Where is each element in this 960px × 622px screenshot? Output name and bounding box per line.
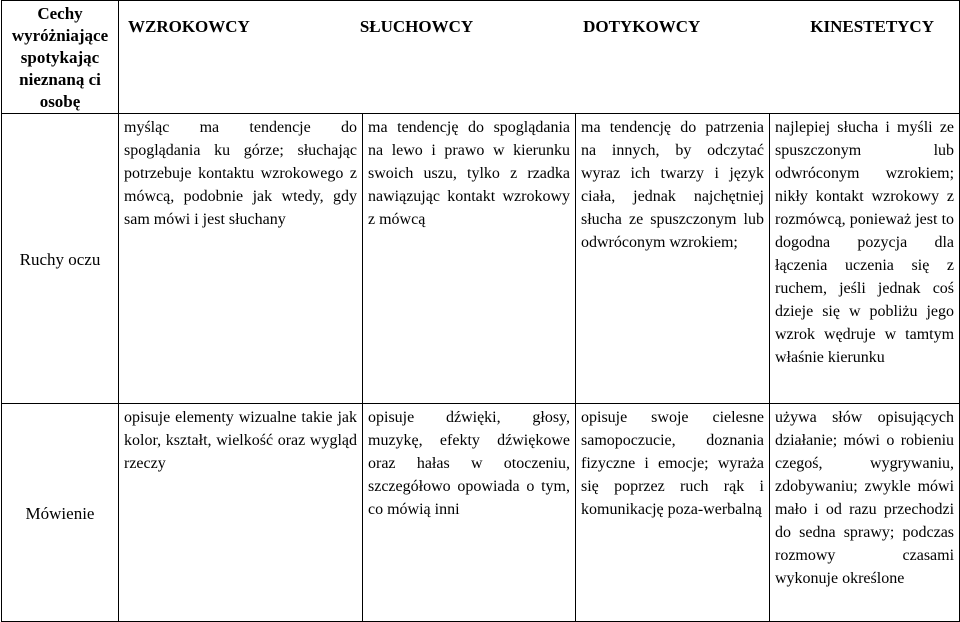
cell-dotykowcy-mowienie: opisuje swoje cielesne samopoczucie, doznania fizyczne i emocje; wyraża się poprzez ruch rąk i komunikację poza-werbalną [576, 404, 770, 622]
header-wzrokowcy: WZROKOWCY [128, 17, 250, 36]
row-label-ruchy-oczu: Ruchy oczu [2, 114, 119, 404]
table-row [2, 404, 960, 622]
header-groups [119, 1, 960, 114]
cell-sluchowcy-mowienie: opisuje dźwięki, głosy, muzykę, efekty dźwiękowe oraz hałas w otoczeniu, szczegółowo opowiada o tym, co mówią inni [363, 404, 576, 622]
table-row [2, 114, 960, 404]
row-label-mowienie: Mówienie [2, 404, 119, 622]
cell-wzrokowcy-mowienie: opisuje elementy wizualne takie jak kolor, kształt, wielkość oraz wygląd rzeczy [119, 404, 363, 622]
cell-wzrokowcy-ruchy-oczu: myśląc ma tendencje do spoglądania ku górze; słuchając potrzebuje kontaktu wzrokowego z mówcą, podobnie jak wtedy, gdy sam mówi i jest słuchany [119, 114, 363, 404]
header-row [2, 1, 960, 114]
header-kinestetycy: KINESTETYCY [810, 17, 934, 36]
cell-kinestetycy-mowienie: używa słów opisujących działanie; mówi o robieniu czegoś, wygrywaniu, zdobywaniu; zwykle mówi mało i od razu przechodzi do sedna sprawy; podczas rozmowy czasami wykonuje określone [770, 404, 960, 622]
cell-dotykowcy-ruchy-oczu: ma tendencję do patrzenia na innych, by odczytać wyraz ich twarzy i język ciała, jednak najchętniej słucha ze spuszczonym lub odwróconym wzrokiem; [576, 114, 770, 404]
header-first-cell: Cechy wyróżniające spotykając nieznaną ci osobę [2, 1, 119, 114]
traits-table [1, 0, 960, 622]
header-dotykowcy: DOTYKOWCY [583, 17, 701, 36]
cell-sluchowcy-ruchy-oczu: ma tendencję do spoglądania na lewo i prawo w kierunku swoich uszu, tylko z rzadka nawiązując kontakt wzrokowy z mówcą [363, 114, 576, 404]
header-sluchowcy: SŁUCHOWCY [359, 17, 474, 36]
cell-kinestetycy-ruchy-oczu: najlepiej słucha i myśli ze spuszczonym lub odwróconym wzrokiem; nikły kontakt wzrokowy z rozmówcą, ponieważ jest to dogodna pozycja dla łączenia uczenia się z ruchem, jeśli jednak coś dzieje się w pobliżu jego wzrok wędruje w tamtym właśnie kierunku [770, 114, 960, 404]
